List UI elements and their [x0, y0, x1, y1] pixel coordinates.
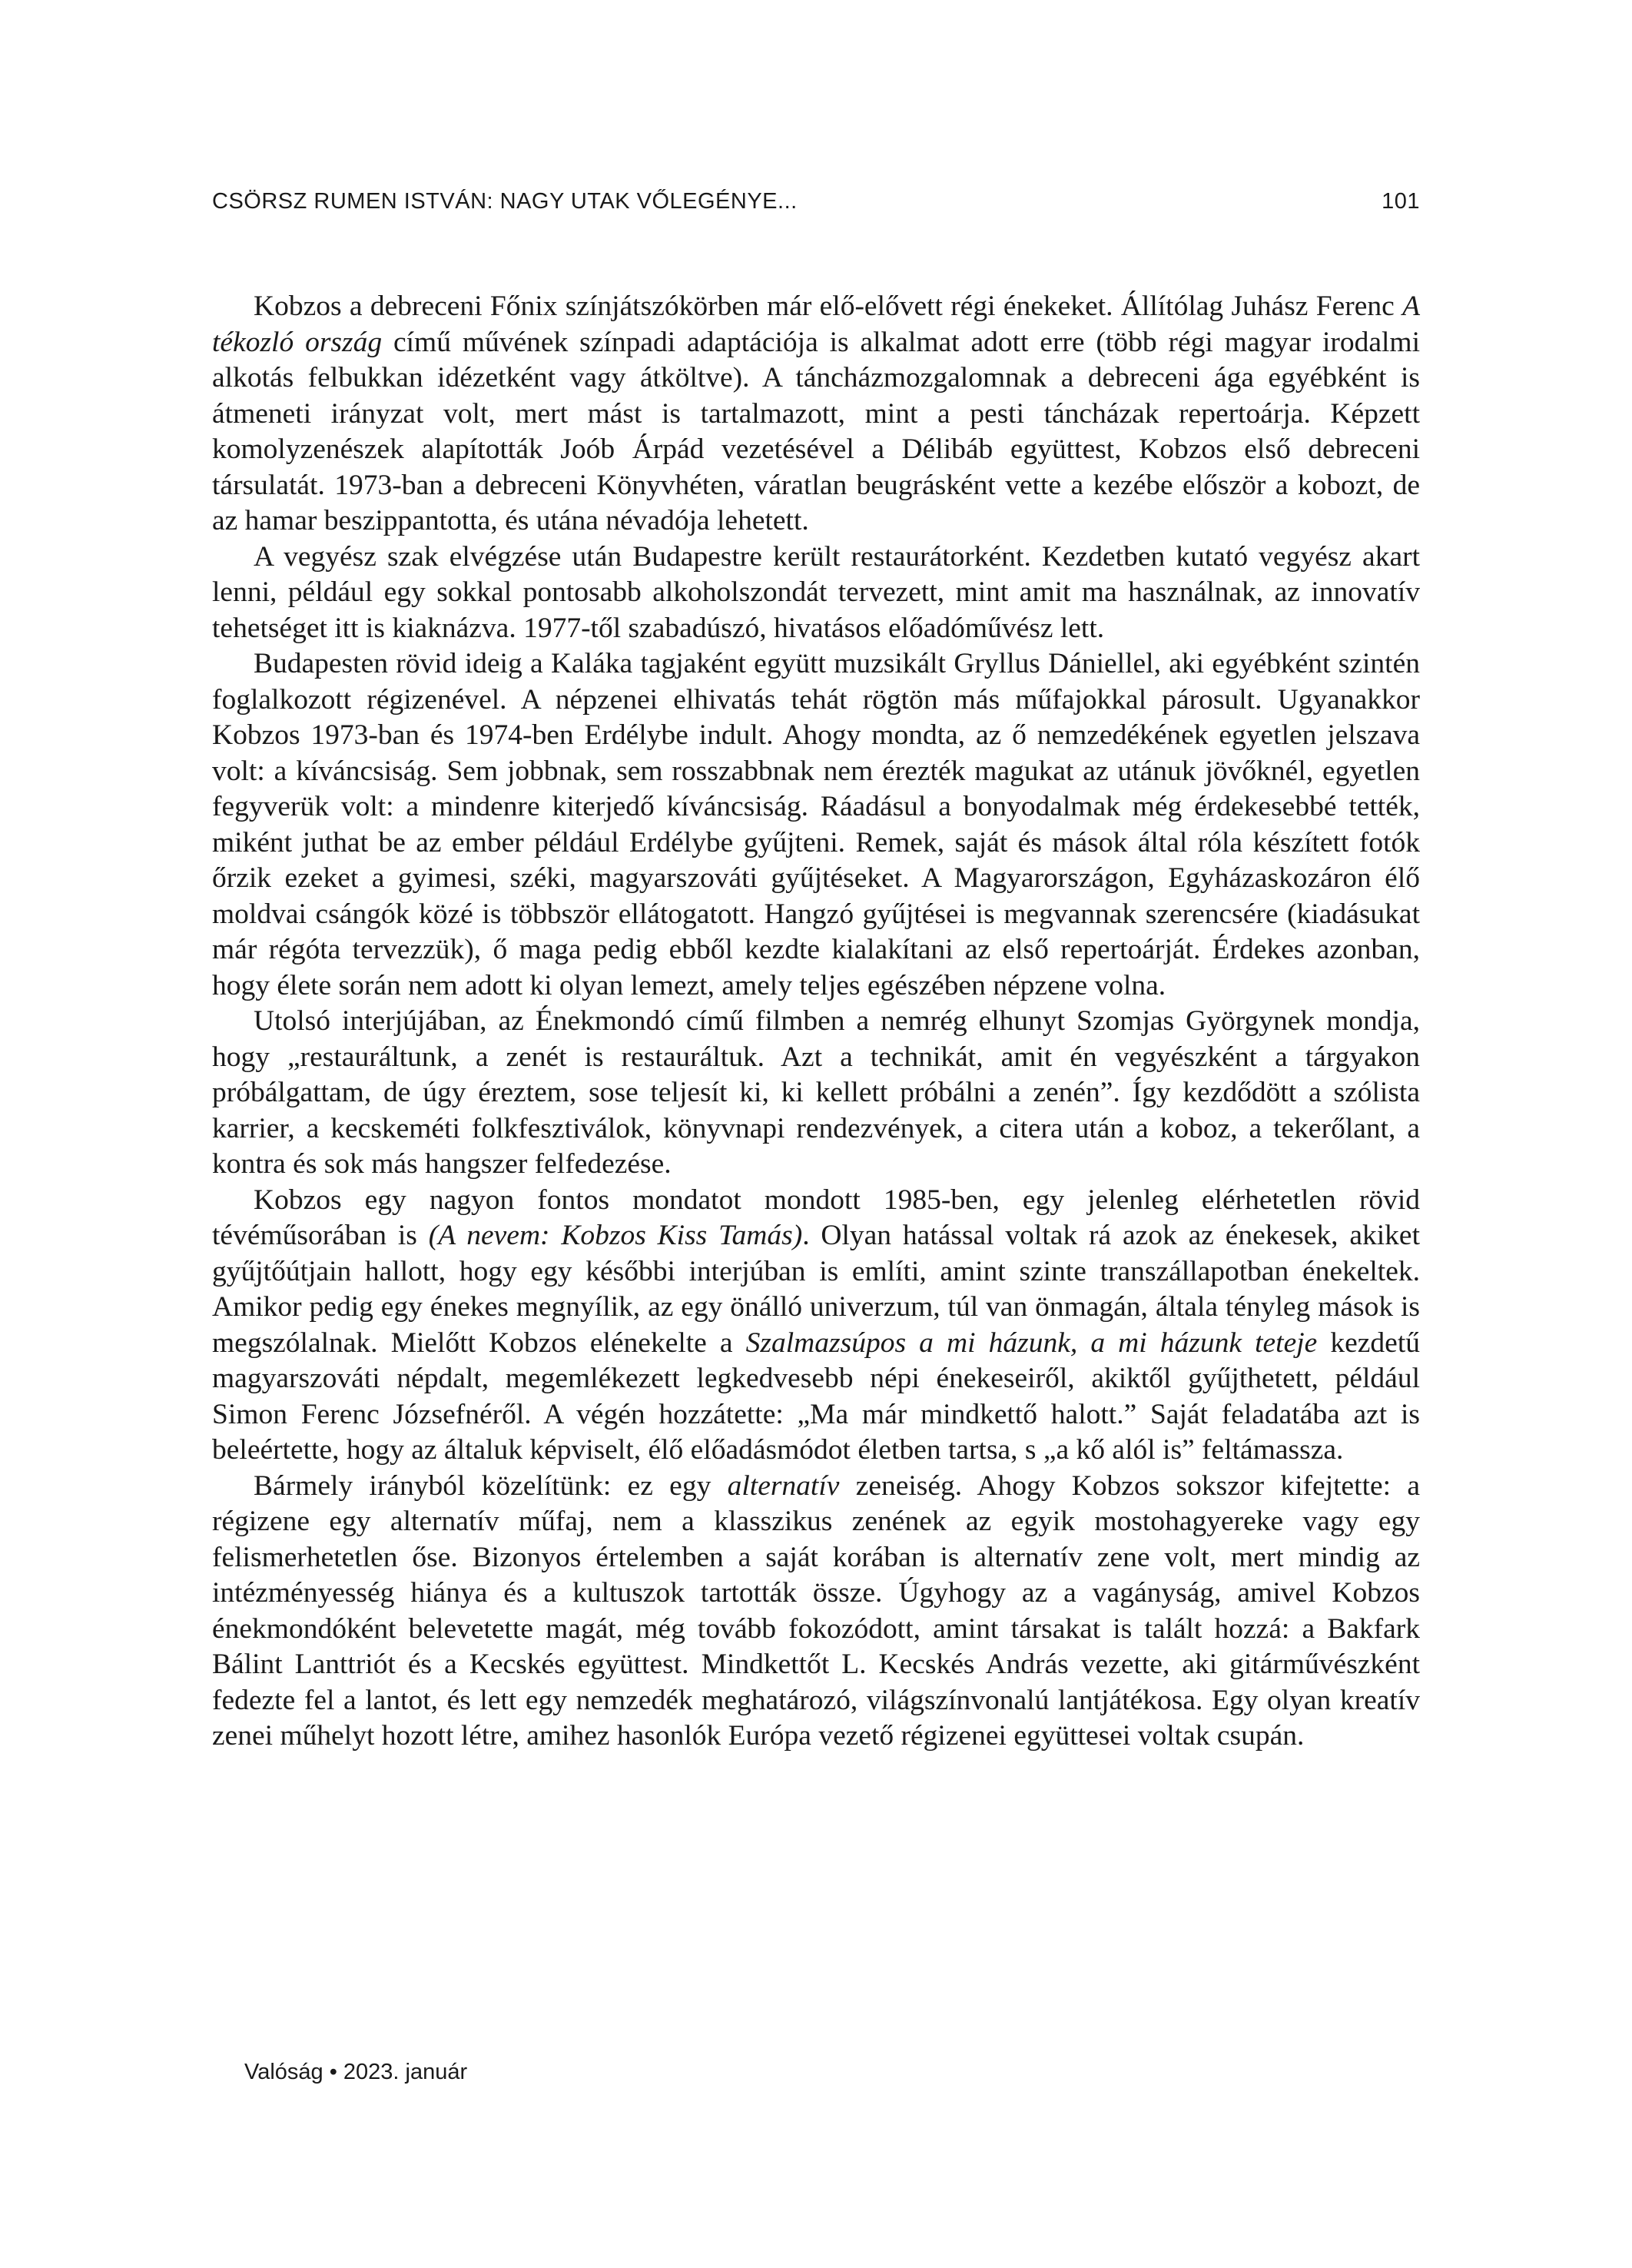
song-title-italic: Szalmazsúpos a mi házunk, a mi házunk teteje — [745, 1327, 1318, 1359]
text-segment: zeneiség. Ahogy Kobzos sokszor kifejtette: a régizene egy alternatív műfaj, nem a klasszikus zenének az egyik mostohagyereke vagy egy felismerhetetlen őse. Bizonyos értelemben a saját korában is alternatív zene volt, mert mindig az intézményesség hiánya és a kultuszok tartották össze. Úgyhogy az a vagányság, amivel Kobzos énekmondóként belevetette magát, még tovább fokozódott, amint társakat is talált hozzá: a Bakfark Bálint Lanttriót és a Kecskés együttest. Mindkettőt L. Kecskés András vezette, aki gitárművészként fedezte fel a lantot, és lett egy nemzedék meghatározó, világszínvonalú lantjátékosa. Egy olyan kreatív zenei műhelyt hozott létre, amihez hasonlók Európa vezető régizenei együttesei voltak csupán. — [212, 1469, 1420, 1752]
paragraph — [212, 1183, 1420, 1469]
paragraph — [212, 646, 1420, 1004]
paragraph — [212, 1004, 1420, 1183]
paragraph — [212, 289, 1420, 540]
article-body — [212, 289, 1420, 1755]
work-title-italic: A tékozló ország — [212, 291, 1420, 358]
paragraph — [212, 1469, 1420, 1755]
text-segment: Bármely irányból közelítünk: ez egy — [254, 1469, 728, 1502]
text-segment: kezdetű magyarszováti népdalt, megemlékezett legkedvesebb népi énekeseiről, akiktől gyűjthetett, például Simon Ferenc Józsefnéről. A végén hozzátette: „Ma már mindkettő halott.” Saját feladatába azt is beleértette, hogy az általuk képviselt, élő előadásmódot életben tartsa, s „a kő alól is” feltámassza. — [212, 1327, 1420, 1466]
running-title: CSÖRSZ RUMEN ISTVÁN: NAGY UTAK VŐLEGÉNYE... — [212, 189, 798, 214]
text-segment: Utolsó interjújában, az Énekmondó című filmben a nemrég elhunyt Szomjas Györgynek mondja, hogy „restauráltunk, a zenét is restauráltuk. Azt a technikát, amit én vegyészként a tárgyakon próbálgattam, de úgy éreztem, sose teljesít ki, ki kellett próbálni a zenén”. Így kezdődött a szólista karrier, a kecskeméti folkfesztiválok, könyvnapi rendezvények, a citera után a koboz, a tekerőlant, a kontra és sok más hangszer felfedezése. — [212, 1005, 1420, 1180]
text-segment: Budapesten rövid ideig a Kaláka tagjaként együtt muzsikált Gryllus Dániellel, aki egyébként szintén foglalkozott régizenével. A népzenei elhivatás tehát rögtön más műfajokkal párosult. Ugyanakkor Kobzos 1973-ban és 1974-ben Erdélybe indult. Ahogy mondta, az ő nemzedékének egyetlen jelszava volt: a kíváncsiság. Sem jobbnak, sem rosszabbnak nem érezték magukat az utánuk jövőknél, egyetlen fegyverük volt: a mindenre kiterjedő kíváncsiság. Ráadásul a bonyodalmak még érdekesebbé tették, miként juthat be az ember például Erdélybe gyűjteni. Remek, saját és mások által róla készített fotók őrzik ezeket a gyimesi, széki, magyarszováti gyűjtéseket. A Magyarországon, Egyházaskozáron élő moldvai csángók közé is többször ellátogatott. Hangzó gyűjtései is megvannak szerencsére (kiadásukat már régóta tervezzük), ő maga pedig ebből kezdte kialakítani az első repertoárját. Érdekes azonban, hogy élete során nem adott ki olyan lemezt, amely teljes egészében népzene volna. — [212, 648, 1420, 1001]
page-number: 101 — [1382, 189, 1420, 214]
text-segment: A vegyész szak elvégzése után Budapestre került restaurátorként. Kezdetben kutató vegyész akart lenni, például egy sokkal pontosabb alkoholszondát tervezett, mint amit ma használnak, az innovatív tehetséget itt is kiaknázva. 1977-től szabadúszó, hivatásos előadóművész lett. — [212, 540, 1420, 644]
journal-issue: Valóság • 2023. január — [244, 2060, 468, 2084]
paragraph — [212, 540, 1420, 647]
text-segment: . Olyan hatással voltak rá azok az énekesek, akiket gyűjtőútjain hallott, hogy egy későbbi interjúban is említi, amint szinte transzállapotban énekeltek. Amikor pedig egy énekes megnyílik, az egy önálló univerzum, túl van önmagán, általa tényleg mások is megszólalnak. Mielőtt Kobzos elénekelte a — [212, 1220, 1420, 1359]
text-segment: című művének színpadi adaptációja is alkalmat adott erre (több régi magyar irodalmi alkotás felbukkan idézetként vagy átköltve). A táncházmozgalomnak a debreceni ága egyébként is átmeneti irányzat volt, mert mást is tartalmazott, mint a pesti táncházak repertoárja. Képzett komolyzenészek alapították Joób Árpád vezetésével a Délibáb együttest, Kobzos első debreceni társulatát. 1973-ban a debreceni Könyvhéten, váratlan beugrásként vette a kezébe először a kobozt, de az hamar beszippantotta, és utána névadója lehetett. — [212, 326, 1420, 536]
running-footer — [244, 2060, 467, 2085]
running-header — [212, 189, 1420, 214]
text-segment: Kobzos egy nagyon fontos mondatot mondott 1985-ben, egy jelenleg elérhetetlen rövid tévéműsorában is — [212, 1184, 1420, 1251]
tv-show-title-italic: (A nevem: Kobzos Kiss Tamás) — [428, 1220, 803, 1251]
text-segment: Kobzos a debreceni Főnix színjátszókörben már elő-elővett régi énekeket. Állítólag Juhász Ferenc — [254, 291, 1403, 322]
emphasis-italic: alternatív — [727, 1469, 840, 1502]
